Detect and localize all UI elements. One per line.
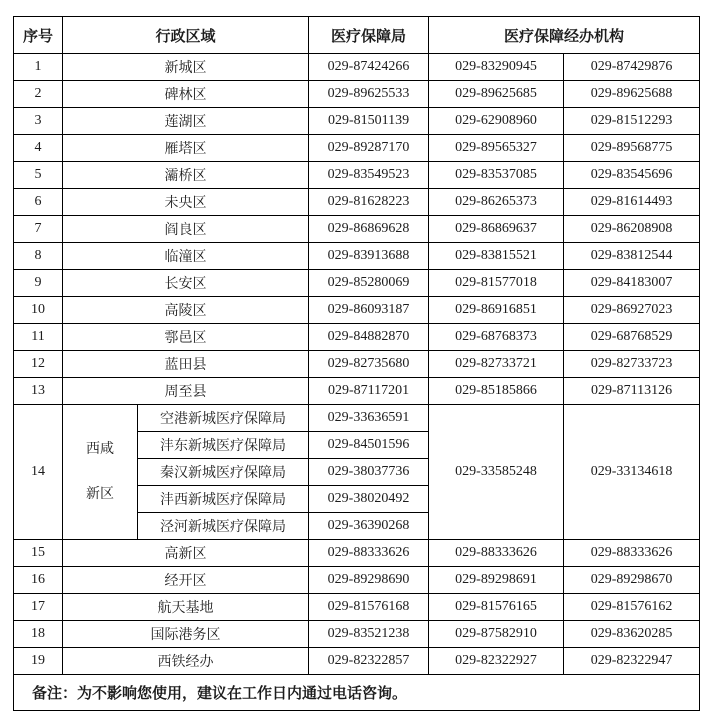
- row-no: 9: [14, 270, 63, 297]
- agency-phone-1: 029-89298691: [429, 567, 564, 594]
- agency-phone-2: 029-89625688: [564, 81, 700, 108]
- table-row: [14, 270, 700, 297]
- district-name: 碑林区: [63, 81, 309, 108]
- sub-bureau-name: 泾河新城医疗保障局: [138, 513, 309, 540]
- table-row: [14, 297, 700, 324]
- district-name: 经开区: [63, 567, 309, 594]
- table-row: [14, 567, 700, 594]
- agency-phone-1: 029-82733721: [429, 351, 564, 378]
- agency-phone-2: 029-89568775: [564, 135, 700, 162]
- row-no: 18: [14, 621, 63, 648]
- district-name: [63, 405, 138, 540]
- agency-phone-1: 029-81576165: [429, 594, 564, 621]
- table-row: [14, 324, 700, 351]
- agency-phone-2: 029-81576162: [564, 594, 700, 621]
- sub-bureau-phone: 029-33636591: [309, 405, 429, 432]
- bureau-phone: 029-81628223: [309, 189, 429, 216]
- sub-bureau-phone: 029-36390268: [309, 513, 429, 540]
- row-no: 1: [14, 54, 63, 81]
- district-name: 蓝田县: [63, 351, 309, 378]
- row-no: 5: [14, 162, 63, 189]
- row-no: 15: [14, 540, 63, 567]
- row-no: 3: [14, 108, 63, 135]
- agency-phone-2: 029-83620285: [564, 621, 700, 648]
- sub-bureau-name: 沣西新城医疗保障局: [138, 486, 309, 513]
- bureau-phone: 029-89287170: [309, 135, 429, 162]
- bureau-phone: 029-86093187: [309, 297, 429, 324]
- bureau-phone: 029-87424266: [309, 54, 429, 81]
- bureau-phone: 029-85280069: [309, 270, 429, 297]
- header-bureau: 医疗保障局: [309, 17, 429, 54]
- agency-phone-2: 029-83545696: [564, 162, 700, 189]
- table-row: [14, 540, 700, 567]
- agency-phone-1: 029-83537085: [429, 162, 564, 189]
- table-row: [14, 108, 700, 135]
- agency-phone-2: 029-86927023: [564, 297, 700, 324]
- header-agency: 医疗保障经办机构: [429, 17, 700, 54]
- agency-phone-2: 029-82733723: [564, 351, 700, 378]
- row-no: 13: [14, 378, 63, 405]
- agency-phone-2: 029-81614493: [564, 189, 700, 216]
- table-row: [14, 648, 700, 675]
- row-no: 14: [14, 405, 63, 540]
- agency-phone-1: 029-83815521: [429, 243, 564, 270]
- district-name: 高新区: [63, 540, 309, 567]
- bureau-phone: 029-81576168: [309, 594, 429, 621]
- row-no: 8: [14, 243, 63, 270]
- row-no: 4: [14, 135, 63, 162]
- agency-phone-2: 029-84183007: [564, 270, 700, 297]
- agency-phone-2: 029-89298670: [564, 567, 700, 594]
- row-no: 11: [14, 324, 63, 351]
- district-name: 西铁经办: [63, 648, 309, 675]
- district-name: 高陵区: [63, 297, 309, 324]
- row-no: 10: [14, 297, 63, 324]
- table-row: [14, 351, 700, 378]
- agency-phone-1: 029-81577018: [429, 270, 564, 297]
- bureau-phone: 029-87117201: [309, 378, 429, 405]
- district-name: 未央区: [63, 189, 309, 216]
- district-name-line1: 西咸: [86, 441, 114, 457]
- agency-phone-2: 029-86208908: [564, 216, 700, 243]
- header-no: 序号: [14, 17, 63, 54]
- agency-phone-2: 029-33134618: [564, 405, 700, 540]
- agency-phone-1: 029-83290945: [429, 54, 564, 81]
- table-row: [14, 54, 700, 81]
- bureau-phone: 029-88333626: [309, 540, 429, 567]
- agency-phone-2: 029-83812544: [564, 243, 700, 270]
- agency-phone-1: 029-89565327: [429, 135, 564, 162]
- row-no: 6: [14, 189, 63, 216]
- sub-bureau-name: 沣东新城医疗保障局: [138, 432, 309, 459]
- district-name: 周至县: [63, 378, 309, 405]
- table-row: [14, 621, 700, 648]
- bureau-phone: 029-86869628: [309, 216, 429, 243]
- agency-phone-1: 029-88333626: [429, 540, 564, 567]
- table-row: [14, 81, 700, 108]
- agency-phone-1: 029-85185866: [429, 378, 564, 405]
- bureau-phone: 029-82735680: [309, 351, 429, 378]
- note-row: [14, 675, 700, 711]
- district-name: 航天基地: [63, 594, 309, 621]
- bureau-phone: 029-83521238: [309, 621, 429, 648]
- district-name: 莲湖区: [63, 108, 309, 135]
- agency-phone-1: 029-62908960: [429, 108, 564, 135]
- agency-phone-1: 029-86869637: [429, 216, 564, 243]
- agency-phone-2: 029-87429876: [564, 54, 700, 81]
- sub-bureau-phone: 029-38020492: [309, 486, 429, 513]
- row-no: 12: [14, 351, 63, 378]
- bureau-phone: 029-82322857: [309, 648, 429, 675]
- agency-phone-2: 029-87113126: [564, 378, 700, 405]
- table-row: [14, 162, 700, 189]
- table-row-xixian: [14, 405, 700, 432]
- agency-phone-2: 029-68768529: [564, 324, 700, 351]
- table-row: [14, 378, 700, 405]
- row-no: 7: [14, 216, 63, 243]
- note-text: 备注：为不影响您使用，建议在工作日内通过电话咨询。: [14, 675, 700, 711]
- bureau-phone: 029-83913688: [309, 243, 429, 270]
- district-name: 鄠邑区: [63, 324, 309, 351]
- table-row: [14, 189, 700, 216]
- bureau-phone: 029-83549523: [309, 162, 429, 189]
- bureau-phone: 029-84882870: [309, 324, 429, 351]
- district-name: 阎良区: [63, 216, 309, 243]
- row-no: 2: [14, 81, 63, 108]
- agency-phone-2: 029-82322947: [564, 648, 700, 675]
- sub-bureau-name: 空港新城医疗保障局: [138, 405, 309, 432]
- agency-phone-1: 029-86265373: [429, 189, 564, 216]
- bureau-phone: 029-81501139: [309, 108, 429, 135]
- agency-phone-1: 029-89625685: [429, 81, 564, 108]
- sub-bureau-phone: 029-38037736: [309, 459, 429, 486]
- district-name: 雁塔区: [63, 135, 309, 162]
- district-name: 临潼区: [63, 243, 309, 270]
- agency-phone-1: 029-86916851: [429, 297, 564, 324]
- contact-table: [13, 16, 700, 711]
- district-name-line2: 新区: [86, 486, 114, 502]
- district-name: 长安区: [63, 270, 309, 297]
- bureau-phone: 029-89625533: [309, 81, 429, 108]
- header-row: [14, 17, 700, 54]
- table-row: [14, 243, 700, 270]
- district-name: 新城区: [63, 54, 309, 81]
- sub-bureau-phone: 029-84501596: [309, 432, 429, 459]
- agency-phone-1: 029-82322927: [429, 648, 564, 675]
- district-name: 灞桥区: [63, 162, 309, 189]
- district-name: 国际港务区: [63, 621, 309, 648]
- table-row: [14, 594, 700, 621]
- row-no: 17: [14, 594, 63, 621]
- header-region: 行政区域: [63, 17, 309, 54]
- sub-bureau-name: 秦汉新城医疗保障局: [138, 459, 309, 486]
- agency-phone-1: 029-33585248: [429, 405, 564, 540]
- agency-phone-2: 029-88333626: [564, 540, 700, 567]
- agency-phone-1: 029-87582910: [429, 621, 564, 648]
- table-row: [14, 216, 700, 243]
- agency-phone-2: 029-81512293: [564, 108, 700, 135]
- row-no: 16: [14, 567, 63, 594]
- bureau-phone: 029-89298690: [309, 567, 429, 594]
- table-row: [14, 135, 700, 162]
- row-no: 19: [14, 648, 63, 675]
- agency-phone-1: 029-68768373: [429, 324, 564, 351]
